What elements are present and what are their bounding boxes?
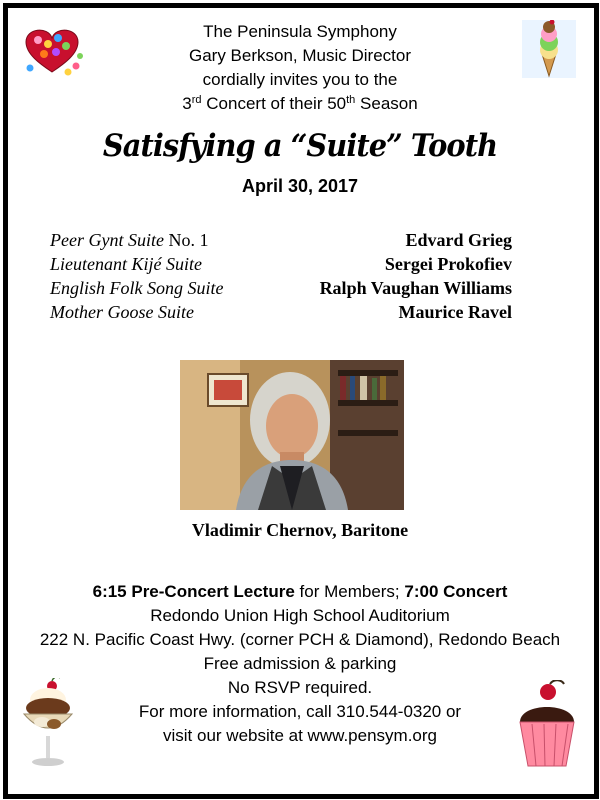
soloist-caption: Vladimir Chernov, Baritone: [191, 520, 409, 540]
program-item: [50, 252, 512, 276]
concert-date: April 30, 2017: [241, 176, 359, 196]
sundae-icon: [18, 678, 78, 770]
composer-name: Ralph Vaughan Williams: [319, 278, 512, 298]
event-info: [10, 580, 590, 748]
work-title: English Folk Song Suite: [50, 278, 224, 298]
rsvp-note: No RSVP required.: [227, 678, 373, 697]
ice-cream-cone-icon: [522, 20, 576, 78]
venue-address: 222 N. Pacific Coast Hwy. (corner PCH & Diamond), Redondo Beach: [39, 630, 561, 649]
composer-name: Edvard Grieg: [405, 230, 512, 250]
program-item: [50, 276, 512, 300]
program-item: [50, 228, 512, 252]
program-list: [50, 228, 512, 324]
composer-name: Sergei Prokofiev: [384, 254, 512, 274]
work-title: Mother Goose Suite: [50, 302, 194, 322]
invitation-header: [110, 20, 490, 116]
invitation-line: cordially invites you to the: [202, 70, 398, 89]
program-item: [50, 300, 512, 324]
admission-note: Free admission & parking: [203, 654, 397, 673]
contact-phone: For more information, call 310.544-0320 or: [138, 702, 462, 721]
composer-name: Maurice Ravel: [398, 302, 512, 322]
work-title: Lieutenant Kijé Suite: [50, 254, 202, 274]
cupcake-icon: [514, 680, 580, 768]
soloist-photo: [180, 360, 404, 510]
soloist-portrait-icon: [180, 360, 404, 510]
concert-season-line: 3rd Concert of their 50th Season: [182, 94, 418, 113]
schedule-line: 6:15 Pre-Concert Lecture for Members; 7:00 Concert: [92, 582, 508, 601]
contact-website: visit our website at www.pensym.org: [163, 726, 437, 745]
candy-box-icon: [18, 22, 86, 78]
concert-title: Satisfying a “Suite” Tooth: [102, 128, 498, 164]
venue-name: Redondo Union High School Auditorium: [150, 606, 450, 625]
music-director: Gary Berkson, Music Director: [189, 46, 411, 65]
orchestra-name: The Peninsula Symphony: [203, 22, 397, 41]
work-title: Peer Gynt Suite No. 1: [50, 230, 209, 250]
